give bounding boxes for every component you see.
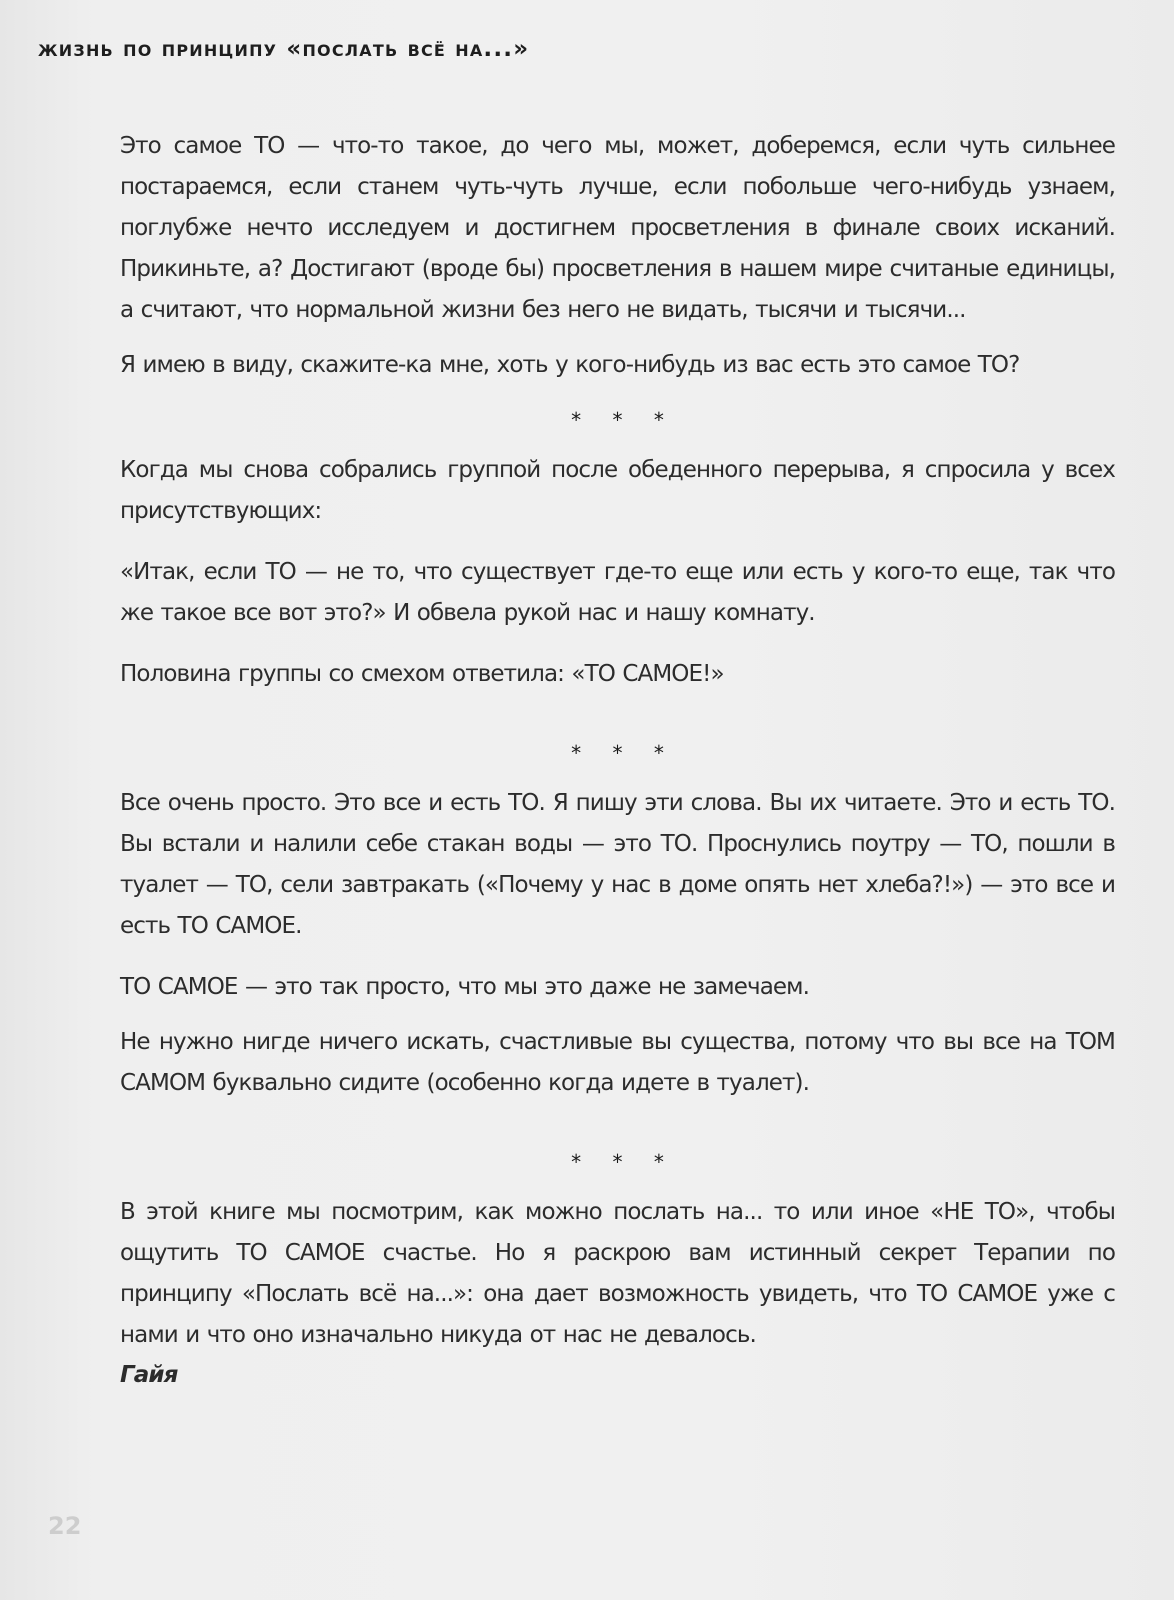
section-separator-3: * * *	[571, 1150, 676, 1174]
paragraph-4: «Итак, если ТО — не то, что существует где-то еще или есть у кого-то еще, так что же такое все вот это?» И обвела рукой нас и нашу комнату.	[120, 559, 1115, 626]
paragraph-6: Все очень просто. Это все и есть ТО. Я пишу эти слова. Вы их читаете. Это и есть ТО. Вы встали и налили себе стакан воды — это ТО. Проснулись поутру — ТО, пошли в туалет — ТО, сели завтракать («Почему у нас в доме опять нет хлеба?!») — это все и есть ТО САМОЕ.	[120, 790, 1115, 939]
page-body	[120, 126, 1115, 1394]
paragraph-8: Не нужно нигде ничего искать, счастливые вы существа, потому что вы все на ТОМ САМОМ буквально сидите (особенно когда идете в туалет).	[120, 1029, 1115, 1096]
section-separator-1: * * *	[571, 408, 676, 432]
paragraph-9: В этой книге мы посмотрим, как можно послать на... то или иное «НЕ ТО», чтобы ощутить ТО САМОЕ счастье. Но я раскрою вам истинный секрет Терапии по принципу «Послать всё на...»: она дает возможность увидеть, что ТО САМОЕ уже с нами и что оно изначально никуда от нас не девалось.	[120, 1199, 1115, 1348]
paragraph-3: Когда мы снова собрались группой после обеденного перерыва, я спросила у всех присутствующих:	[120, 457, 1115, 524]
paragraph-2: Я имею в виду, скажите-ка мне, хоть у кого-нибудь из вас есть это самое ТО?	[120, 352, 1020, 378]
paragraph-5: Половина группы со смехом ответила: «ТО САМОЕ!»	[120, 661, 724, 687]
paragraph-7: ТО САМОЕ — это так просто, что мы это даже не замечаем.	[120, 974, 809, 1000]
page-number: 22	[48, 1512, 82, 1540]
running-header: жизнь по принципу «послать всё на...»	[38, 36, 530, 62]
section-separator-2: * * *	[571, 741, 676, 765]
author-signature: Гайя	[120, 1362, 178, 1388]
paragraph-1: Это самое ТО — что-то такое, до чего мы, может, доберемся, если чуть сильнее постараемся, если станем чуть-чуть лучше, если побольше чего-нибудь узнаем, поглубже нечто исследуем и достигнем просветления в финале своих исканий. Прикиньте, а? Достигают (вроде бы) просветления в нашем мире считаные единицы, а считают, что нормальной жизни без него не видать, тысячи и тысячи...	[120, 133, 1115, 323]
